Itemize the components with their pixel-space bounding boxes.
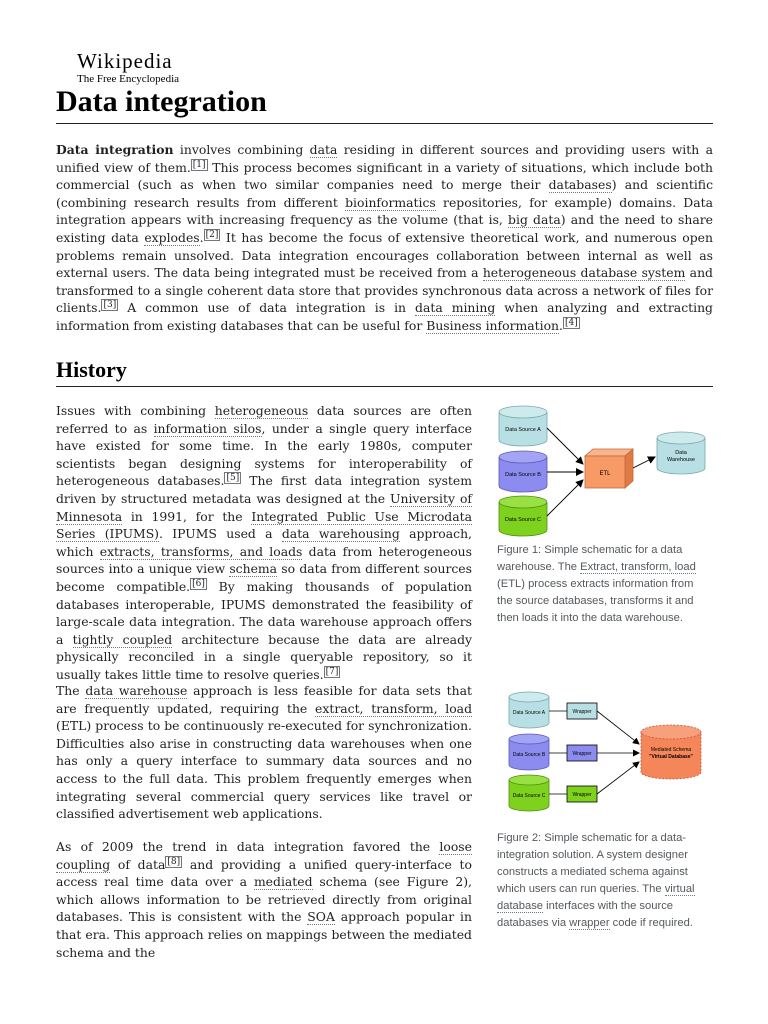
etl-label: ETL [599, 471, 611, 477]
text: ) and scientific (combining research results from different [56, 177, 714, 210]
history-paragraph-3 [56, 838, 472, 961]
link-data[interactable]: data [309, 142, 338, 157]
text: . IPUMS used a [159, 526, 282, 542]
text: approach popular in that era. This approach relies on mappings between the mediated schema and the [56, 909, 472, 960]
link-university-of-minnesota[interactable]: University of Minnesota [56, 490, 472, 524]
text: involves combining [173, 142, 310, 157]
db-cylinder-a [499, 406, 547, 446]
link-heterogeneous[interactable]: heterogeneous [214, 403, 309, 418]
citation-label[interactable]: [2] [205, 229, 219, 240]
link-heterogeneous-database-system[interactable]: heterogeneous database system [482, 265, 686, 281]
text: repositories, for example) domains. Data integration appears with increasing frequency as the volume (that is, [56, 194, 713, 228]
arrow [633, 457, 655, 468]
link-extract-transform-load-caption[interactable]: Extract, transform, load [580, 561, 696, 573]
link-loose-coupling[interactable]: loose coupling [56, 839, 472, 872]
link-data-mining[interactable]: data mining [415, 300, 496, 316]
text: code if required. [609, 917, 693, 929]
text: data sources are often referred to as [56, 403, 472, 436]
citation-label[interactable]: [5] [226, 473, 240, 484]
link-explodes[interactable]: explodes [144, 229, 200, 245]
arrow [547, 428, 583, 464]
db-cylinder-a [509, 692, 549, 728]
link-information-silos[interactable]: information silos [153, 420, 262, 436]
link-big-data[interactable]: big data [508, 212, 561, 228]
text: residing in different sources and providing users with a unified view of them. [56, 142, 714, 175]
link-mediated[interactable]: mediated [253, 874, 313, 890]
link-soa[interactable]: SOA [307, 909, 335, 925]
logo-tagline: The Free Encyclopedia [77, 73, 180, 85]
db-cylinder-b [509, 734, 549, 770]
link-databases[interactable]: databases [548, 177, 612, 193]
link-bioinformatics[interactable]: bioinformatics [345, 194, 436, 210]
citation-5[interactable] [224, 472, 241, 484]
link-extracts-transforms-loads[interactable]: extracts, transforms, and loads [99, 543, 303, 559]
citation-label[interactable]: [7] [325, 666, 339, 677]
source-label: Data Source B [505, 472, 541, 478]
citation-7[interactable] [324, 666, 341, 678]
citation-label[interactable]: [6] [192, 578, 205, 589]
link-virtual-database[interactable]: virtual database [497, 883, 695, 912]
text: , under a single query interface have existed for some time. In the early 1980s, computer scientists began designing systems for interoperability of heterogeneous databases. [56, 420, 472, 489]
lead-bold-term: Data integration [56, 142, 174, 157]
text: (ETL) process extracts information from the source databases, transforms it and then loads it into the data warehouse. [497, 578, 694, 624]
db-cylinder-b [499, 451, 547, 492]
wrapper-box-c [549, 786, 597, 802]
text: The [56, 683, 86, 698]
citation-label[interactable]: [8] [167, 856, 181, 867]
link-data-warehouse[interactable]: data warehouse [85, 683, 188, 698]
text: approach is less feasible for data sets that are frequently updated, requiring the [56, 683, 472, 716]
citation-6[interactable] [190, 578, 207, 590]
text: . [199, 229, 204, 245]
citation-1[interactable] [191, 159, 208, 171]
wrapper-box-b [549, 745, 597, 761]
citation-3[interactable] [101, 299, 118, 311]
wrapper-label: Wrapper [572, 792, 592, 798]
citation-label[interactable]: [4] [564, 317, 578, 328]
text: Figure 2: Simple schematic for a data-integration solution. A system designer constructs a mediated schema against which users can run queries. The [497, 832, 688, 895]
text: This process becomes significant in a variety of situations, which include both commercial (such as when two similar companies need to merge their [56, 159, 713, 193]
link-schema[interactable]: schema [229, 561, 278, 577]
link-data-warehousing[interactable]: data warehousing [281, 526, 400, 542]
text: ) and the need to share existing data [56, 212, 713, 245]
text: approach, which [56, 526, 472, 559]
wrapper-label: Wrapper [572, 709, 592, 715]
arrow [597, 711, 639, 744]
link-extract-transform-load[interactable]: extract, transform, load [315, 700, 472, 716]
citation-8[interactable] [165, 856, 182, 868]
etl-box [585, 449, 633, 488]
text: schema (see Figure 2), which allows information to be retrieved directly from original databases. This is consistent with the [56, 874, 472, 925]
text: . [559, 317, 563, 333]
wrapper-box-a [549, 703, 597, 719]
db-cylinder-c [509, 775, 549, 811]
text: architecture because the data are already physically reconciled in a single queryable repository, so it usually takes little time to resolve queries. [56, 631, 472, 682]
text: of data [110, 856, 166, 872]
wrapper-label: Wrapper [572, 751, 592, 757]
text: Issues with combining [56, 403, 215, 418]
source-label: Data Source C [512, 793, 546, 799]
section-heading-history: History [56, 356, 713, 387]
figure-1-caption [497, 542, 712, 627]
text: A common use of data integration is in [118, 300, 416, 316]
text: interfaces with the source databases via [497, 900, 674, 929]
link-wrapper[interactable]: wrapper [569, 917, 610, 929]
schema-label: Mediated Schema [650, 747, 692, 753]
source-label: Data Source A [505, 427, 541, 433]
source-label: Data Source C [504, 517, 542, 523]
mediated-schema-cylinder [641, 725, 701, 779]
figure-2-diagram[interactable] [497, 680, 712, 820]
page-title: Data integration [56, 83, 713, 124]
history-paragraph-1 [56, 402, 472, 684]
source-label: Data Source A [512, 710, 546, 716]
text: (ETL) process to be continuously re-executed for synchronization. Difficulties also arise in constructing data warehouses when one has only a query interface to summary data sources and no access to the full data. This problem frequently emerges when integrating several commercial query services like travel or classified advertisement web applications. [56, 718, 472, 822]
text: and transformed to a single coherent data store that provides synchronous data across a network of files for clients. [56, 265, 713, 316]
logo-wordmark: Wikipedia [77, 49, 173, 73]
citation-2[interactable] [204, 229, 221, 241]
db-cylinder-c [499, 496, 547, 536]
citation-label[interactable]: [3] [103, 300, 117, 311]
citation-4[interactable] [563, 317, 580, 329]
figure-1 [497, 402, 712, 627]
text: By making thousands of population databases interoperable, IPUMS demonstrated the feasibility of large-scale data integration. The data warehouse approach offers a [56, 578, 472, 647]
link-business-information[interactable]: Business information [426, 317, 560, 333]
text: so data from different sources become compatible. [56, 561, 472, 594]
text: Figure 1: Simple schematic for a data warehouse. The [497, 544, 683, 573]
text: It has become the focus of extensive theoretical work, and numerous open problems remain unsolved. Data integration encourages collaboration between internal as well as external users. The data being integrated must be received from a [56, 229, 713, 281]
figure-2 [497, 680, 712, 932]
source-label: Data Source B [512, 752, 546, 758]
link-ipums[interactable]: Integrated Public Use Microdata Series (IPUMS) [56, 508, 472, 542]
text: in 1991, for the [122, 508, 252, 524]
warehouse-label: Data [675, 450, 687, 456]
wikipedia-logo[interactable] [77, 50, 179, 85]
arrow [547, 480, 583, 516]
link-tightly-coupled[interactable]: tightly coupled [72, 631, 173, 647]
text: data from heterogeneous sources into a unique view [56, 543, 472, 577]
text: The first data integration system driven by structured metadata was designed at the [56, 473, 472, 506]
figure-1-diagram[interactable] [497, 402, 712, 538]
schema-label: "Virtual Database" [649, 754, 693, 760]
arrow [597, 762, 639, 794]
text: when analyzing and extracting information from existing databases that can be useful for [56, 300, 713, 333]
data-warehouse-cylinder [657, 432, 705, 474]
history-paragraph-2 [56, 682, 472, 823]
lead-paragraph [56, 141, 713, 335]
citation-label[interactable]: [1] [192, 159, 206, 170]
warehouse-label: Warehouse [667, 457, 695, 463]
text: and providing a unified query-interface to access real time data over a [56, 856, 472, 890]
figure-2-caption [497, 830, 712, 932]
text: As of 2009 the trend in data integration favored the [56, 839, 440, 854]
